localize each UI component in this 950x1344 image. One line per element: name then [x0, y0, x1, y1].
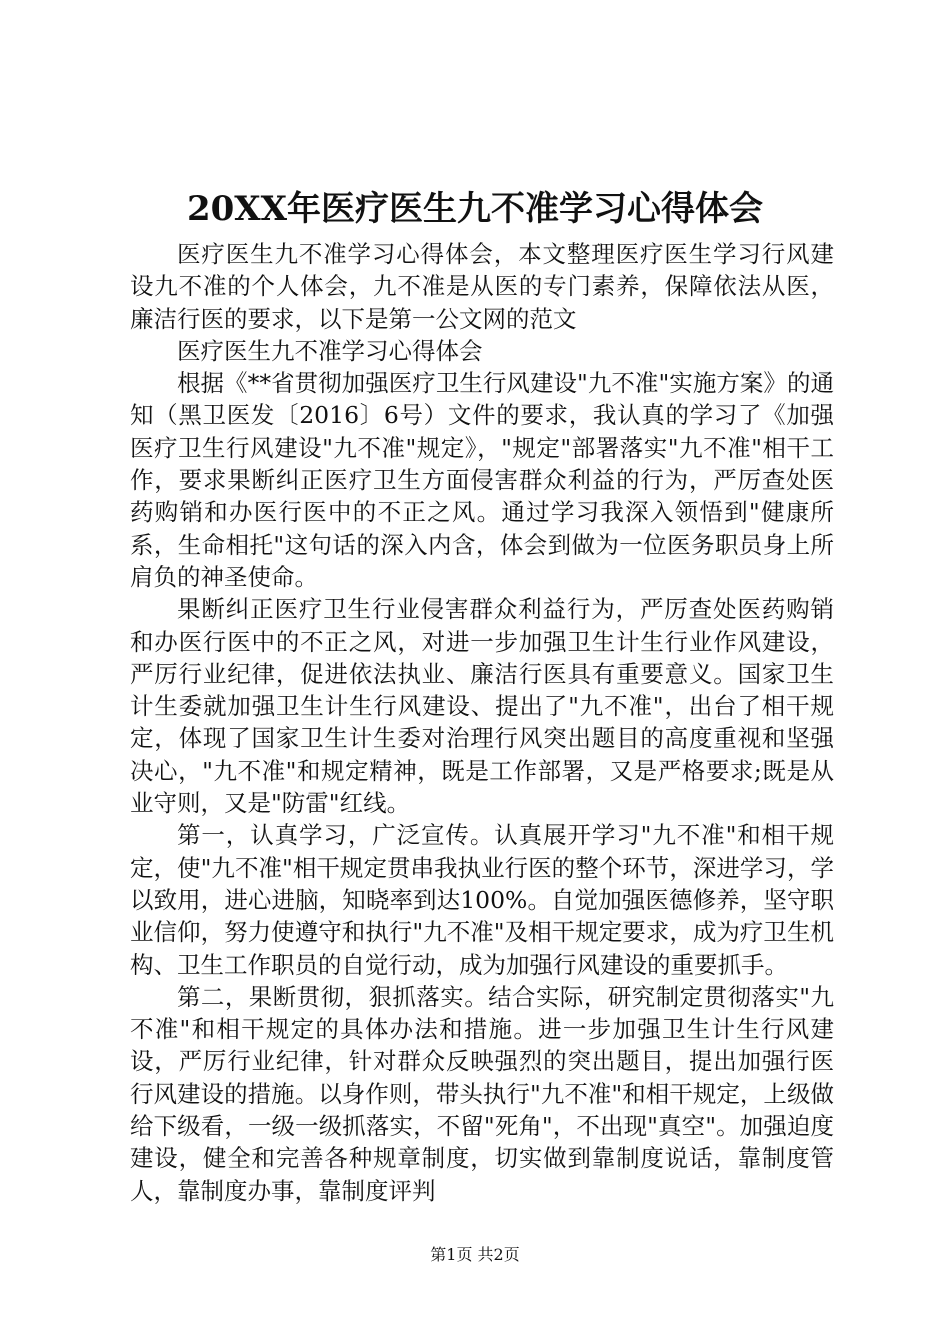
paragraph-significance: 果断纠正医疗卫生行业侵害群众利益行为，严厉查处医药购销和办医行医中的不正之风，对进一步加强卫生计生行业作风建设，严厉行业纪律，促进依法执业、廉洁行医具有重要意义。国家卫生计生委就加强卫生计生行风建设、提出了"九不准"，出台了相干规定，体现了国家卫生计生委对治理行风突出题目的高度重视和坚强决心，"九不准"和规定精神，既是工作部署，又是严格要求;既是从业守则，又是"防雷"红线。 [130, 595, 834, 818]
document-body [130, 238, 834, 1207]
page-footer [0, 1244, 950, 1266]
paragraph-subtitle: 医疗医生九不准学习心得体会 [177, 336, 483, 365]
paragraph-intro: 医疗医生九不准学习心得体会，本文整理医疗医生学习行风建设九不准的个人体会，九不准是从医的专门素养，保障依法从医，廉洁行医的要求，以下是第一公文网的范文 [130, 240, 834, 333]
paragraph-point-two: 第二，果断贯彻，狠抓落实。结合实际，研究制定贯彻落实"九不准"和相干规定的具体办法和措施。进一步加强卫生计生行风建设，严厉行业纪律，针对群众反映强烈的突出题目，提出加强行医行风建设的措施。以身作则，带头执行"九不准"和相干规定，上级做给下级看，一级一级抓落实，不留"死角"，不出现"真空"。加强迫度建设，健全和完善各种规章制度，切实做到靠制度说话，靠制度管人，靠制度办事，靠制度评判 [130, 982, 834, 1205]
document-title: 20XX年医疗医生九不准学习心得体会 [186, 189, 764, 229]
paragraph-point-one: 第一，认真学习，广泛宣传。认真展开学习"九不准"和相干规定，使"九不准"相干规定贯串我执业行医的整个环节，深进学习，学以致用，进心进脑，知晓率到达100%。自觉加强医德修养，坚守职业信仰，努力使遵守和执行"九不准"及相干规定要求，成为疗卫生机构、卫生工作职员的自觉行动，成为加强行风建设的重要抓手。 [130, 821, 834, 979]
page-indicator: 第1页 共2页 [430, 1245, 520, 1264]
paragraph-basis: 根据《**省贯彻加强医疗卫生行风建设"九不准"实施方案》的通知（黑卫医发〔2016〕6号）文件的要求，我认真的学习了《加强医疗卫生行风建设"九不准"规定》，"规定"部署落实"九不准"相干工作，要求果断纠正医疗卫生方面侵害群众利益的行为，严厉查处医药购销和办医行医中的不正之风。通过学习我深入领悟到"健康所系，生命相托"这句话的深入内含，体会到做为一位医务职员身上所肩负的神圣使命。 [130, 369, 834, 591]
